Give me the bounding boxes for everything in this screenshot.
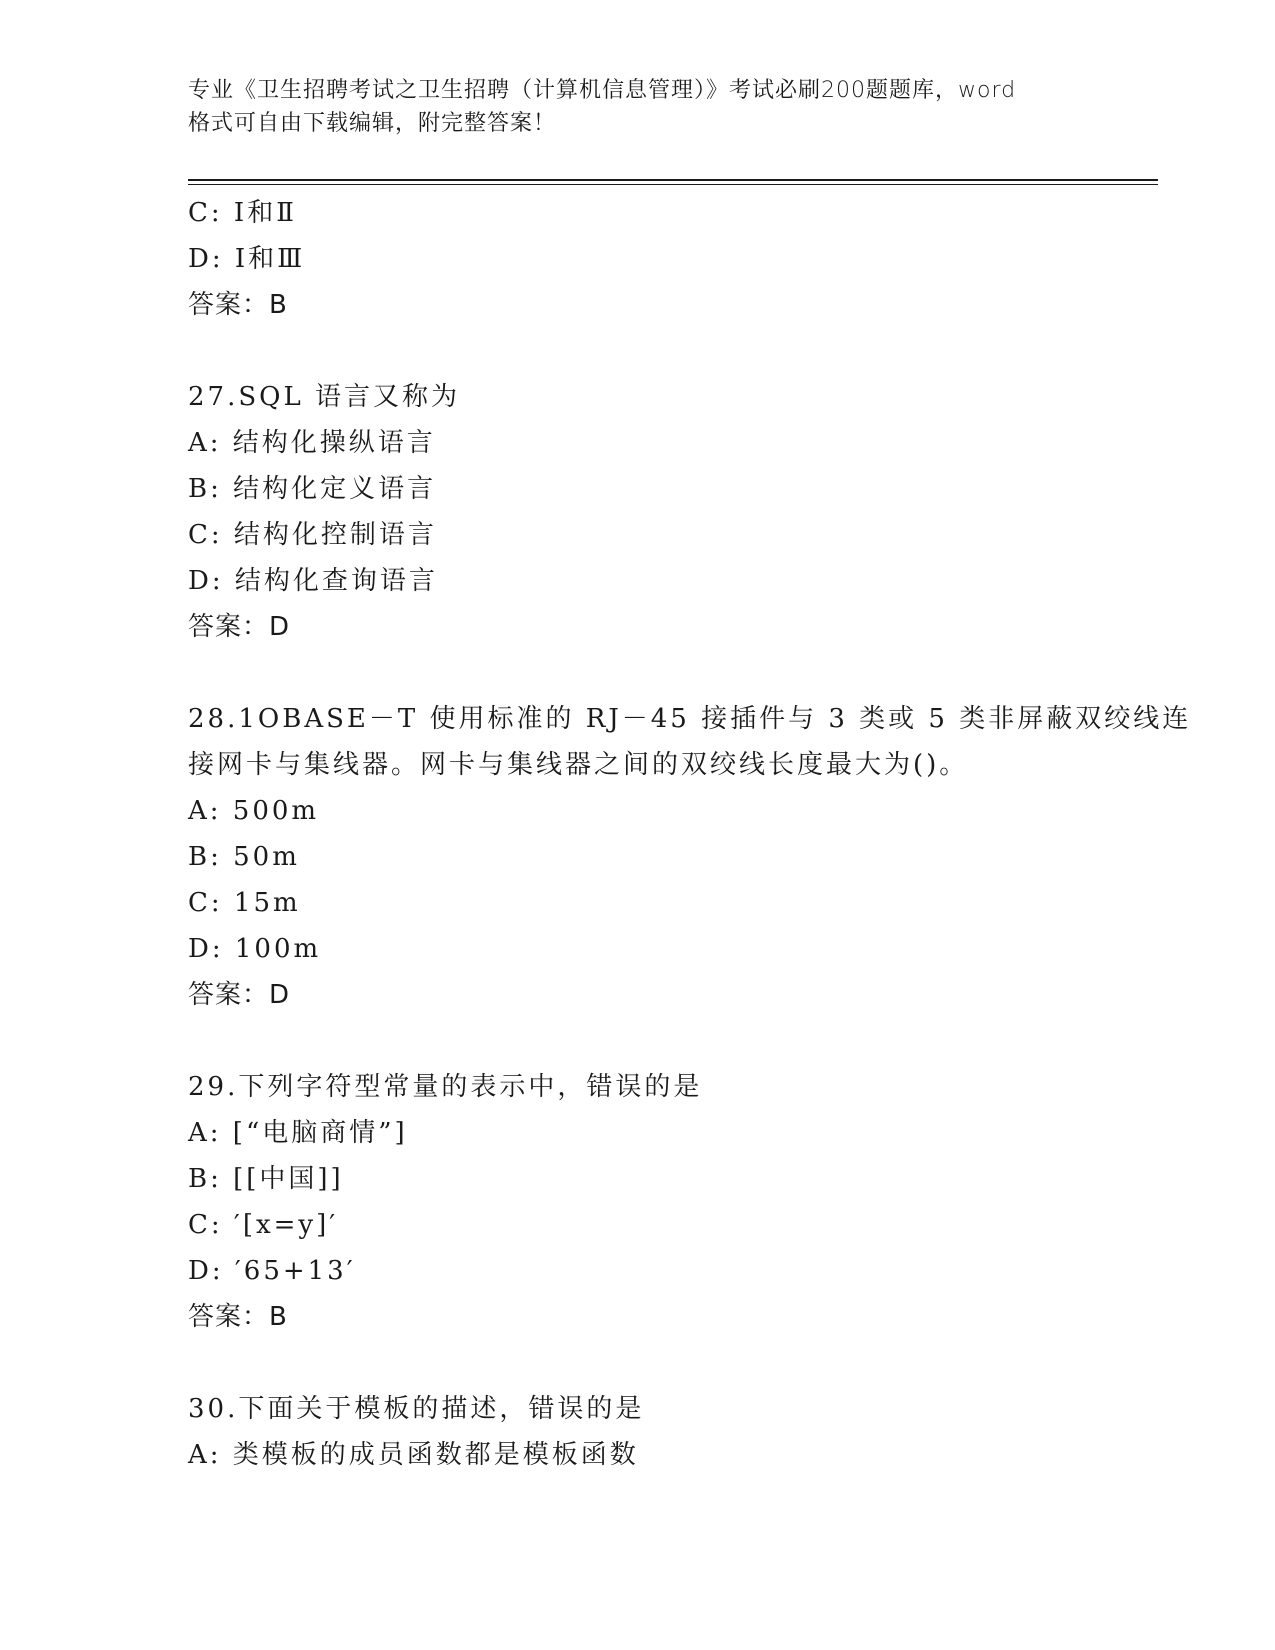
answer: 答案：D bbox=[188, 980, 291, 1010]
question-27 bbox=[188, 374, 1088, 650]
option-d: D: 结构化查询语言 bbox=[188, 566, 438, 596]
option-b: B: [[中国]] bbox=[188, 1164, 344, 1194]
question-stem: 30.下面关于模板的描述，错误的是 bbox=[188, 1394, 645, 1424]
question-26-tail bbox=[188, 190, 1088, 328]
spacer bbox=[188, 1340, 1088, 1386]
answer: 答案：B bbox=[188, 1302, 288, 1332]
question-stem-line-1: 28.1OBASE－T 使用标准的 RJ－45 接插件与 3 类或 5 类非屏蔽双绞线连 bbox=[188, 704, 1192, 734]
header-divider-thin bbox=[188, 184, 1158, 185]
option-a: A: 类模板的成员函数都是模板函数 bbox=[188, 1440, 639, 1470]
option-d: D: 100m bbox=[188, 934, 322, 964]
option-a: A: 结构化操纵语言 bbox=[188, 428, 436, 458]
option-c: C: 15m bbox=[188, 888, 301, 918]
header-title-line-1: 专业《卫生招聘考试之卫生招聘（计算机信息管理）》考试必刷200题题库，word bbox=[188, 78, 1017, 103]
answer: 答案：D bbox=[188, 612, 291, 642]
option-c: C: 结构化控制语言 bbox=[188, 520, 437, 550]
question-list bbox=[188, 190, 1192, 1478]
spacer bbox=[188, 650, 1088, 696]
question-29 bbox=[188, 1064, 1088, 1340]
option-d: D: Ⅰ和Ⅲ bbox=[188, 244, 306, 274]
document-header bbox=[188, 74, 1088, 140]
option-d: D: ′65+13′ bbox=[188, 1256, 356, 1286]
header-divider-thick bbox=[188, 179, 1158, 181]
question-stem-line-2: 接网卡与集线器。网卡与集线器之间的双绞线长度最大为()。 bbox=[188, 750, 969, 780]
question-28 bbox=[188, 696, 1192, 1018]
question-stem: 29.下列字符型常量的表示中，错误的是 bbox=[188, 1072, 703, 1102]
option-a: A: 500m bbox=[188, 796, 320, 826]
option-c: C: ′[x=y]′ bbox=[188, 1210, 339, 1240]
spacer bbox=[188, 328, 1088, 374]
option-b: B: 50m bbox=[188, 842, 300, 872]
header-title-line-2: 格式可自由下载编辑，附完整答案！ bbox=[188, 111, 557, 136]
question-30 bbox=[188, 1386, 1088, 1478]
option-c: C: Ⅰ和Ⅱ bbox=[188, 198, 297, 228]
option-b: B: 结构化定义语言 bbox=[188, 474, 437, 504]
question-stem: 27.SQL 语言又称为 bbox=[188, 382, 461, 412]
spacer bbox=[188, 1018, 1088, 1064]
answer: 答案：B bbox=[188, 290, 288, 320]
option-a: A: [“电脑商情”] bbox=[188, 1118, 408, 1148]
